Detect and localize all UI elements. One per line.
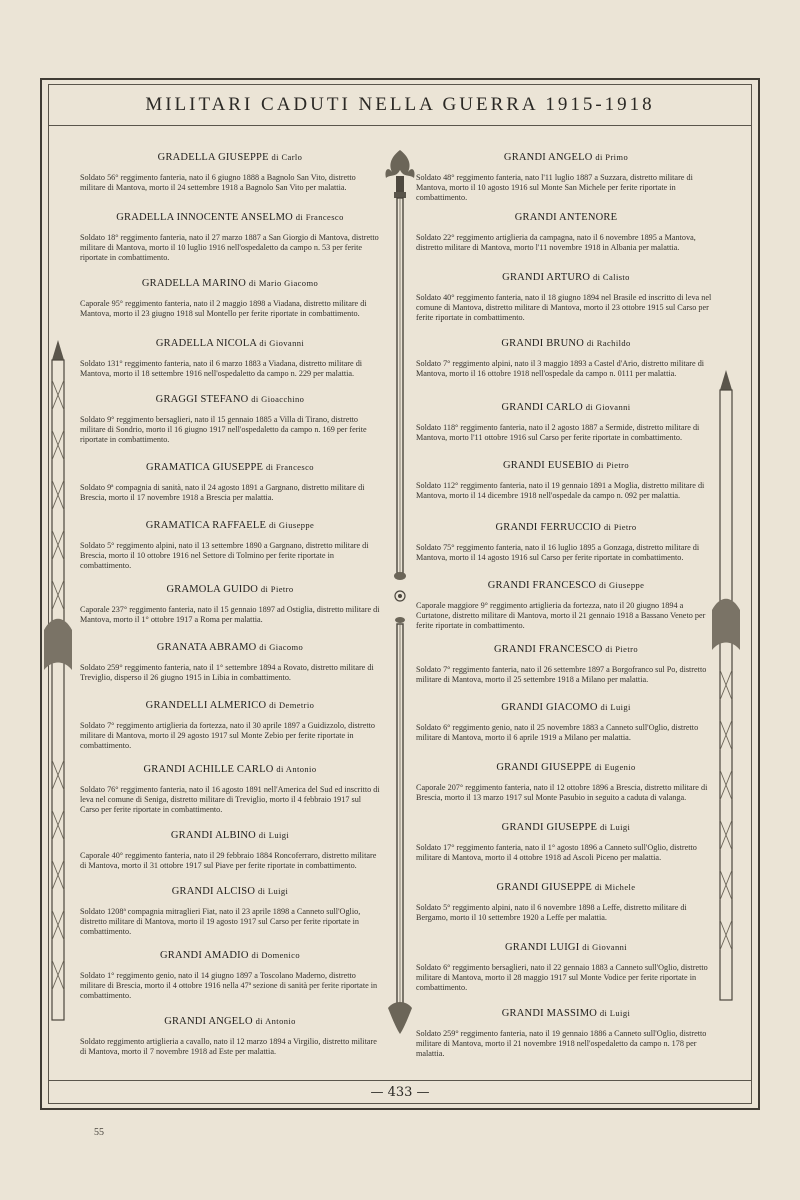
entry-name: GRANDI FERRUCCIO di Pietro bbox=[495, 522, 637, 533]
entry-name: GRANDI ARTURO di Calisto bbox=[502, 272, 630, 283]
entry bbox=[80, 1016, 380, 1057]
entry-text: Soldato 76° reggimento fanteria, nato il 16 agosto 1891 nell'America del Sud ed inscritto di leva nel comune di Seniga, distretto militare di Treviglio, morto il 4 febbraio 1917 sul Carso per ferite riportate in combattimento. bbox=[80, 785, 380, 814]
entry bbox=[416, 152, 716, 203]
entry-text: Caporale 40° reggimento fanteria, nato il 29 febbraio 1884 Roncoferraro, distretto militare di Mantova, morto il 31 ottobre 1917 sul Piave per ferite riportate in combattimento. bbox=[80, 851, 377, 870]
entry-name: GRANDI ALCISO di Luigi bbox=[171, 886, 289, 897]
footer-band bbox=[49, 1080, 751, 1103]
entry-text: Soldato 1208ª compagnia mitraglieri Fiat, nato il 23 aprile 1898 a Canneto sull'Oglio, distretto militare di Mantova, morto il 19 agosto 1917 sul Carso per ferite riportate in combattimento. bbox=[80, 907, 361, 936]
entry bbox=[416, 580, 716, 631]
entry bbox=[80, 584, 380, 625]
page-number: — 433 — bbox=[370, 1084, 430, 1100]
entry-name: GRAMATICA RAFFAELE di Giuseppe bbox=[145, 520, 315, 531]
entry bbox=[80, 700, 380, 751]
entry-text: Soldato 40° reggimento fanteria, nato il 18 giugno 1894 nel Brasile ed inscritto di leva nel comune di Mantova, distretto militare di Mantova, morto il 23 ottobre 1915 sul Carso per ferite riportate in combattimento. bbox=[416, 293, 712, 322]
entry-text: Soldato 22° reggimento artiglieria da campagna, nato il 6 novembre 1895 a Mantova, distretto militare di Mantova, morto l'11 novembre 1918 in Albania per malattia. bbox=[416, 233, 696, 252]
entry bbox=[416, 702, 716, 743]
entry-name: GRANDELLI ALMERICO di Demetrio bbox=[145, 700, 315, 711]
entry-text: Soldato 131° reggimento fanteria, nato il 6 marzo 1883 a Viadana, distretto militare di Mantova, morto il 18 settembre 1916 nell'ospedaletto da campo n. 229 per malattia. bbox=[80, 359, 363, 378]
entry-text: Soldato 7° reggimento fanteria, nato il 26 settembre 1897 a Borgofranco sul Po, distretto militare di Mantova, morto il 25 settembre 1918 a Milano per malattia. bbox=[416, 665, 707, 684]
entry-name: GRANDI MASSIMO di Luigi bbox=[501, 1008, 631, 1019]
entry-text: Soldato 118° reggimento fanteria, nato il 2 agosto 1887 a Sermide, distretto militare di Mantova, morto l'11 ottobre 1916 sul Carso per ferite riportate in combattimento. bbox=[416, 423, 700, 442]
entry-text: Soldato 112° reggimento fanteria, nato il 19 gennaio 1891 a Moglia, distretto militare di Mantova, morto il 14 dicembre 1918 nell'ospedale da campo n. 092 per malattia. bbox=[416, 481, 705, 500]
entry bbox=[416, 762, 716, 803]
entry bbox=[416, 882, 716, 923]
header-band bbox=[49, 85, 751, 126]
entry bbox=[80, 212, 380, 263]
entry-name: GRAMOLA GUIDO di Pietro bbox=[166, 584, 294, 595]
entry-name: GRAGGI STEFANO di Gioacchino bbox=[155, 394, 305, 405]
entry-text: Soldato 5° reggimento alpini, nato il 6 novembre 1898 a Leffe, distretto militare di Bergamo, morto il 10 settembre 1920 a Leffe per malattia. bbox=[416, 903, 687, 922]
entry bbox=[416, 644, 716, 685]
entry-name: GRANDI GIUSEPPE di Michele bbox=[496, 882, 636, 893]
entry-text: Soldato 259° reggimento fanteria, nato il 19 gennaio 1886 a Canneto sull'Oglio, distretto militare di Mantova, morto il 21 novembre 1918 nell'ospedaletto da campo n. 178 per malattia. bbox=[416, 1029, 707, 1058]
center-torch-ornament bbox=[382, 148, 418, 1038]
entry-name: GRANDI FRANCESCO di Pietro bbox=[494, 644, 638, 655]
entry bbox=[416, 212, 716, 253]
entry-text: Soldato 6° reggimento genio, nato il 25 novembre 1883 a Canneto sull'Oglio, distretto militare di Mantova, morto il 6 aprile 1919 a Milano per malattia. bbox=[416, 723, 699, 742]
entry bbox=[80, 642, 380, 683]
entry bbox=[80, 520, 380, 571]
entry bbox=[80, 462, 380, 503]
entry bbox=[80, 950, 380, 1001]
entry bbox=[80, 764, 380, 815]
entry-text: Soldato 7° reggimento artiglieria da fortezza, nato il 30 aprile 1897 a Guidizzolo, distretto militare di Mantova, morto il 29 agosto 1917 sul Monte Zebio per ferite riportate in combattimento. bbox=[80, 721, 375, 750]
entry-text: Soldato 259° reggimento fanteria, nato il 1° settembre 1894 a Rovato, distretto militare di Treviglio, disperso il 26 giugno 1915 in Libia in combattimento. bbox=[80, 663, 374, 682]
entry-text: Caporale 237° reggimento fanteria, nato il 15 gennaio 1897 ad Ostiglia, distretto militare di Mantova, morto il 1° ottobre 1917 a Roma per malattia. bbox=[80, 605, 380, 624]
entry bbox=[80, 278, 380, 319]
entry-name: GRANDI FRANCESCO di Giuseppe bbox=[487, 580, 645, 591]
entry-name: GRANATA ABRAMO di Giacomo bbox=[156, 642, 304, 653]
entry-text: Soldato 56° reggimento fanteria, nato il 6 giugno 1888 a Bagnolo San Vito, distretto militare di Mantova, morto il 24 settembre 1918 a Bagnolo San Vito per malattia. bbox=[80, 173, 356, 192]
entry bbox=[416, 272, 716, 323]
page-title: MILITARI CADUTI NELLA GUERRA 1915-1918 bbox=[145, 94, 655, 115]
entry-text: Soldato 7° reggimento alpini, nato il 3 maggio 1893 a Castel d'Ario, distretto militare di Mantova, morto il 16 ottobre 1918 nell'ospedale da campo n. 0111 per malattia. bbox=[416, 359, 705, 378]
entry-name: GRADELLA INNOCENTE ANSELMO di Francesco bbox=[116, 212, 344, 223]
entry-text: Soldato reggimento artiglieria a cavallo, nato il 12 marzo 1894 a Virgilio, distretto militare di Mantova, morto il 7 novembre 1918 ad Este per malattia. bbox=[80, 1037, 377, 1056]
entry bbox=[416, 942, 716, 993]
entry bbox=[80, 394, 380, 445]
entry-text: Caporale 95° reggimento fanteria, nato il 2 maggio 1898 a Viadana, distretto militare di Mantova, morto il 23 giugno 1918 sul Montello per ferite riportate in combattimento. bbox=[80, 299, 367, 318]
entry bbox=[80, 886, 380, 937]
entry-name: GRANDI ACHILLE CARLO di Antonio bbox=[143, 764, 317, 775]
entry-name: GRANDI CARLO di Giovanni bbox=[501, 402, 631, 413]
entry-name: GRAMATICA GIUSEPPE di Francesco bbox=[146, 462, 314, 473]
entry-text: Soldato 17° reggimento fanteria, nato il 1° agosto 1896 a Canneto sull'Oglio, distretto militare di Mantova, morto il 4 ottobre 1918 ad Ascoli Piceno per malattia. bbox=[416, 843, 697, 862]
entry-name: GRANDI ANGELO di Antonio bbox=[164, 1016, 296, 1027]
entry-text: Soldato 18° reggimento fanteria, nato il 27 marzo 1887 a San Giorgio di Mantova, distretto militare di Mantova, morto il 10 luglio 1916 nell'ospedaletto da campo n. 53 per ferite riportate in combattimento. bbox=[80, 233, 379, 262]
entry-name: GRADELLA GIUSEPPE di Carlo bbox=[157, 152, 303, 163]
entry-name: GRANDI GIUSEPPE di Luigi bbox=[501, 822, 631, 833]
entry-name: GRANDI AMADIO di Domenico bbox=[159, 950, 300, 961]
entry-name: GRANDI EUSEBIO di Pietro bbox=[502, 460, 630, 471]
entry bbox=[416, 1008, 716, 1059]
entry bbox=[80, 152, 380, 193]
entry-name: GRANDI ALBINO di Luigi bbox=[170, 830, 290, 841]
entry-name: GRADELLA MARINO di Mario Giacomo bbox=[141, 278, 319, 289]
entry-text: Soldato 6° reggimento bersaglieri, nato il 22 gennaio 1883 a Canneto sull'Oglio, distretto militare di Mantova, morto il 28 maggio 1917 sul Monte Vodice per ferite riportate in combattimento. bbox=[416, 963, 708, 992]
entry bbox=[80, 338, 380, 379]
entry-name: GRADELLA NICOLA di Giovanni bbox=[155, 338, 305, 349]
entry bbox=[416, 460, 716, 501]
entry-name: GRANDI BRUNO di Rachildo bbox=[501, 338, 631, 349]
entry-text: Soldato 48° reggimento fanteria, nato l'11 luglio 1887 a Suzzara, distretto militare di Mantova, morto il 10 agosto 1916 sul Monte San Michele per ferite riportate in combattimento. bbox=[416, 173, 693, 202]
entry bbox=[416, 338, 716, 379]
entry-text: Soldato 9ª compagnia di sanità, nato il 24 agosto 1891 a Gargnano, distretto militare di Brescia, morto il 17 novembre 1918 a Brescia per malattia. bbox=[80, 483, 365, 502]
entry-name: GRANDI GIUSEPPE di Eugenio bbox=[496, 762, 636, 773]
entry-text: Soldato 9° reggimento bersaglieri, nato il 15 gennaio 1885 a Villa di Tirano, distretto militare di Sondrio, morto il 16 giugno 1917 nell'ospedaletto da campo n. 169 per ferite riportate in combattimento. bbox=[80, 415, 367, 444]
entry-name: GRANDI LUIGI di Giovanni bbox=[504, 942, 628, 953]
left-side-ornament bbox=[40, 340, 76, 1030]
entry bbox=[80, 830, 380, 871]
entry-name: GRANDI ANGELO di Primo bbox=[503, 152, 629, 163]
entry-text: Soldato 5° reggimento alpini, nato il 13 settembre 1890 a Gargnano, distretto militare di Brescia, morto il 10 ottobre 1916 nel Settore di Tolmino per ferite riportate in combattimento. bbox=[80, 541, 369, 570]
margin-number: 55 bbox=[94, 1127, 104, 1138]
entry-name: GRANDI GIACOMO di Luigi bbox=[501, 702, 631, 713]
entry-name: GRANDI ANTENORE bbox=[514, 212, 618, 223]
entry bbox=[416, 822, 716, 863]
entry-text: Caporale maggiore 9° reggimento artiglieria da fortezza, nato il 20 giugno 1894 a Curtatone, distretto militare di Mantova, morto il 21 gennaio 1918 a Bassano Veneto per ferite riportate in combattimento. bbox=[416, 601, 706, 630]
entry bbox=[416, 522, 716, 563]
entry-text: Soldato 75° reggimento fanteria, nato il 16 luglio 1895 a Gonzaga, distretto militare di Mantova, morto il 14 agosto 1916 sul Carso per ferite riportate in combattimento. bbox=[416, 543, 700, 562]
entry bbox=[416, 402, 716, 443]
entry-text: Caporale 207° reggimento fanteria, nato il 12 ottobre 1896 a Brescia, distretto militare di Brescia, morto il 13 marzo 1917 sul Monte Pasubio in seguito a caduta di valanga. bbox=[416, 783, 708, 802]
entry-text: Soldato 1° reggimento genio, nato il 14 giugno 1897 a Toscolano Maderno, distretto militare di Brescia, morto il 4 ottobre 1916 nella 47ª sezione di sanità per ferite riportate in combattimento. bbox=[80, 971, 378, 1000]
